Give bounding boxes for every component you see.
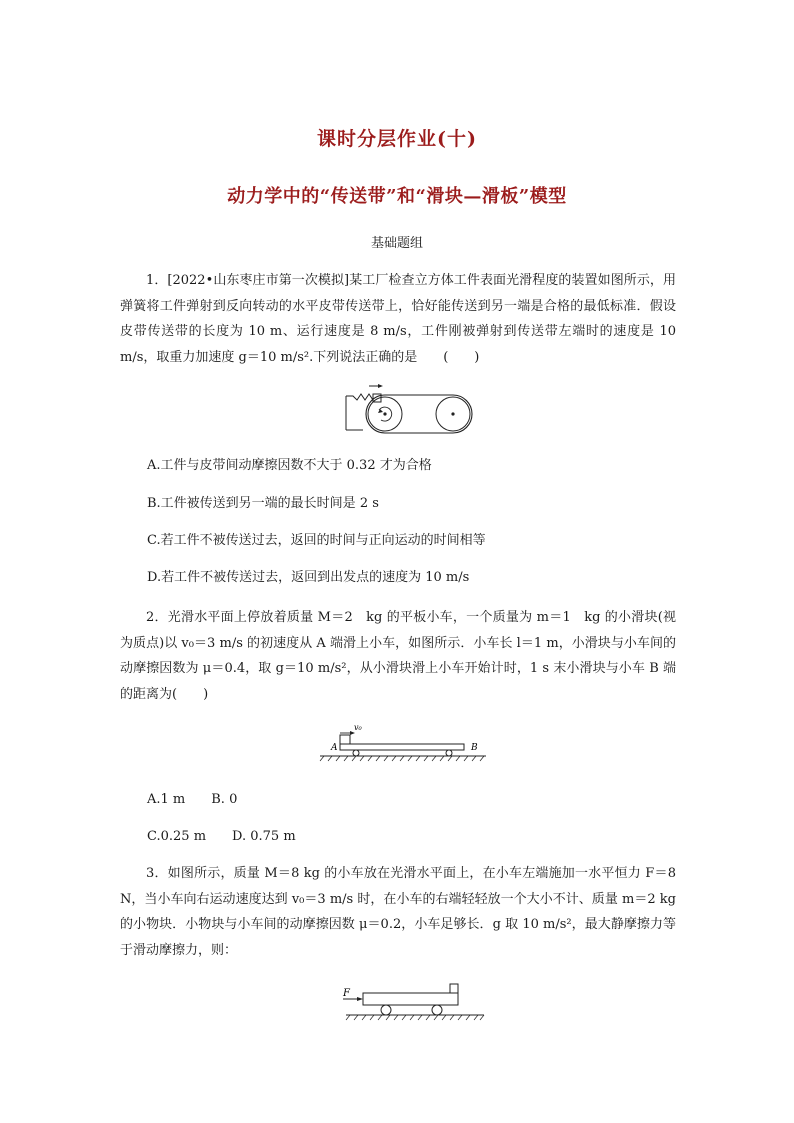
page-subtitle: 动力学中的“传送带”和“滑块—滑板”模型 [227,186,567,207]
end-b-label: B [471,743,478,753]
spring [346,394,376,400]
cart-force-figure [340,982,488,1026]
cart-wheel [353,750,359,756]
q2-options-row-2: C.0.25 m D. 0.75 m [147,829,296,844]
velocity-label: v₀ [354,723,362,732]
question-1-text: 1．[2022•山东枣庄市第一次模拟]某工厂检查立方体工件表面光滑程度的装置如图所示，用弹簧将工件弹射到反向转动的水平皮带传送带上，恰好能传送到另一端是合格的最低标准．假设皮带传送带的长度为 10 m、运行速度是 8 m/s，工件刚被弹射到传送带左端时的速度是 10 m/s，取重力加速度 g＝10 m/s².下列说法正确的是 ( ) [120,273,676,365]
slider-block [340,735,350,744]
conveyor-belt-figure [343,382,479,438]
plank-cart [340,744,464,750]
question-2-text: 2．光滑水平面上停放着质量 M＝2 kg 的平板小车，一个质量为 m＝1 kg 的小滑块(视为质点)以 v₀＝3 m/s 的初速度从 A 端滑上小车，如图所示．小车长 l＝1 m，小滑块与小车间的动摩擦因数为 μ＝0.4，取 g＝10 m/s²，从小滑块滑上小车开始计时，1 s 末小滑块与小车 B 端的距离为( ) [120,610,676,702]
q1-option-a: A.工件与皮带间动摩擦因数不大于 0.32 才为合格 [147,458,432,473]
conveyor-belt [366,395,472,433]
section-heading: 基础题组 [370,236,423,251]
plank-cart-figure [318,722,488,764]
page-title: 课时分层作业(十) [317,128,477,150]
q1-option-d: D.若工件不被传送过去，返回到出发点的速度为 10 m/s [147,570,470,585]
cart-body [363,993,458,1005]
q1-option-b: B.工件被传送到另一端的最长时间是 2 s [147,496,379,511]
cart-right-post [450,984,458,993]
force-label: F [343,988,350,999]
q2-options-row-1: A.1 m B. 0 [147,792,238,807]
cart-wheel [432,1005,442,1015]
end-a-label: A [331,743,338,753]
cart-wheel [446,750,452,756]
cart-wheel [381,1005,391,1015]
q1-option-c: C.若工件不被传送过去，返回的时间与正向运动的时间相等 [147,533,486,548]
question-3-text: 3．如图所示，质量 M＝8 kg 的小车放在光滑水平面上，在小车左端施加一水平恒力 F＝8 N，当小车向右运动速度达到 v₀＝3 m/s 时，在小车的右端轻轻放一个大小不计、质量 m＝2 kg 的小物块．小物块与小车间的动摩擦因数 μ＝0.2，小车足够长．g 取 10 m/s²，最大静摩擦力等于滑动摩擦力，则： [120,866,676,958]
